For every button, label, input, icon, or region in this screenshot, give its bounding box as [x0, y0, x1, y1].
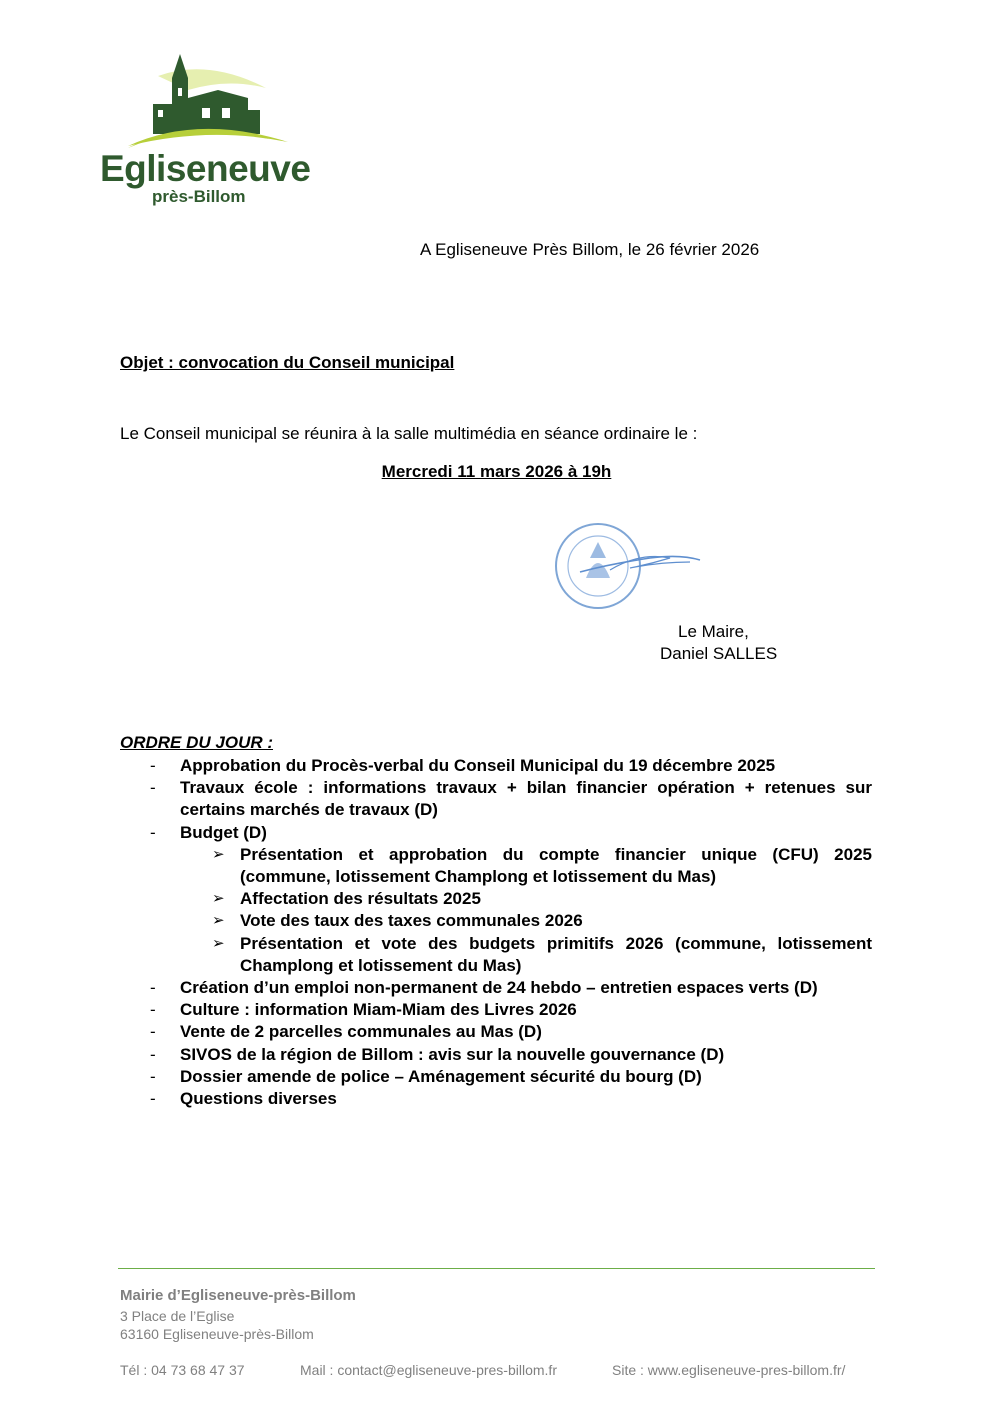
- arrow-bullet-icon: ➢: [212, 890, 225, 908]
- dash-bullet: -: [150, 1022, 156, 1042]
- sub-list-item: ➢ Vote des taux des taxes communales 2026: [120, 910, 872, 932]
- agenda-list: [120, 755, 872, 1110]
- footer-address-line2: 63160 Egliseneuve-près-Billom: [120, 1326, 314, 1342]
- mairie-stamp-icon: [550, 518, 710, 614]
- dash-bullet: -: [150, 822, 156, 842]
- meeting-date: Mercredi 11 mars 2026 à 19h: [381, 462, 612, 481]
- list-item: - Vente de 2 parcelles communales au Mas (D): [120, 1021, 872, 1043]
- dash-bullet: -: [150, 1066, 156, 1086]
- list-item: - SIVOS de la région de Billom : avis sur la nouvelle gouvernance (D): [120, 1044, 872, 1066]
- signature-title: Le Maire,: [678, 622, 749, 641]
- logo-subtitle: près-Billom: [152, 187, 246, 206]
- sub-list-item: ➢ Présentation et vote des budgets primitifs 2026 (commune, lotissement Champlong et lotissement du Mas): [212, 933, 872, 975]
- list-item: - Dossier amende de police – Aménagement sécurité du bourg (D): [120, 1066, 872, 1088]
- list-item: - Approbation du Procès-verbal du Conseil Municipal du 19 décembre 2025: [120, 755, 872, 777]
- footer-address-line1: 3 Place de l’Eglise: [120, 1308, 235, 1324]
- sub-list-item: ➢ Affectation des résultats 2025: [120, 888, 872, 910]
- list-item: - Création d’un emploi non-permanent de 24 hebdo – entretien espaces verts (D): [120, 977, 872, 999]
- subject-line: Objet : convocation du Conseil municipal: [120, 353, 455, 372]
- list-item: - Budget (D): [120, 822, 872, 844]
- dash-bullet: -: [150, 778, 156, 798]
- agenda-title: ORDRE DU JOUR :: [120, 733, 274, 752]
- arrow-bullet-icon: ➢: [212, 912, 225, 930]
- intro-text: Le Conseil municipal se réunira à la salle multimédia en séance ordinaire le :: [120, 424, 698, 443]
- footer-site[interactable]: Site : www.egliseneuve-pres-billom.fr/: [612, 1362, 846, 1378]
- place-date: A Egliseneuve Près Billom, le 26 février 2026: [420, 240, 760, 259]
- signature-name: Daniel SALLES: [660, 644, 778, 663]
- footer-phone: Tél : 04 73 68 47 37: [120, 1362, 245, 1378]
- logo-title: Egliseneuve: [100, 148, 311, 189]
- list-item: - Questions diverses: [120, 1088, 872, 1110]
- dash-bullet: -: [150, 1089, 156, 1109]
- arrow-bullet-icon: ➢: [212, 934, 225, 952]
- dash-bullet: -: [150, 978, 156, 998]
- footer-name: Mairie d’Egliseneuve-près-Billom: [120, 1287, 356, 1304]
- sub-list-item: ➢ Présentation et approbation du compte financier unique (CFU) 2025 (commune, lotissement Champlong et lotissement du Mas): [212, 844, 872, 887]
- dash-bullet: -: [150, 1000, 156, 1020]
- footer-mail[interactable]: Mail : contact@egliseneuve-pres-billom.fr: [300, 1362, 557, 1378]
- list-item: - Travaux école : informations travaux + bilan financier opération + retenues sur certains marchés de travaux (D): [150, 778, 872, 820]
- footer-divider: [118, 1268, 875, 1269]
- list-item: - Culture : information Miam-Miam des Livres 2026: [120, 999, 872, 1021]
- dash-bullet: -: [150, 1044, 156, 1064]
- arrow-bullet-icon: ➢: [212, 845, 225, 863]
- dash-bullet: -: [150, 756, 156, 775]
